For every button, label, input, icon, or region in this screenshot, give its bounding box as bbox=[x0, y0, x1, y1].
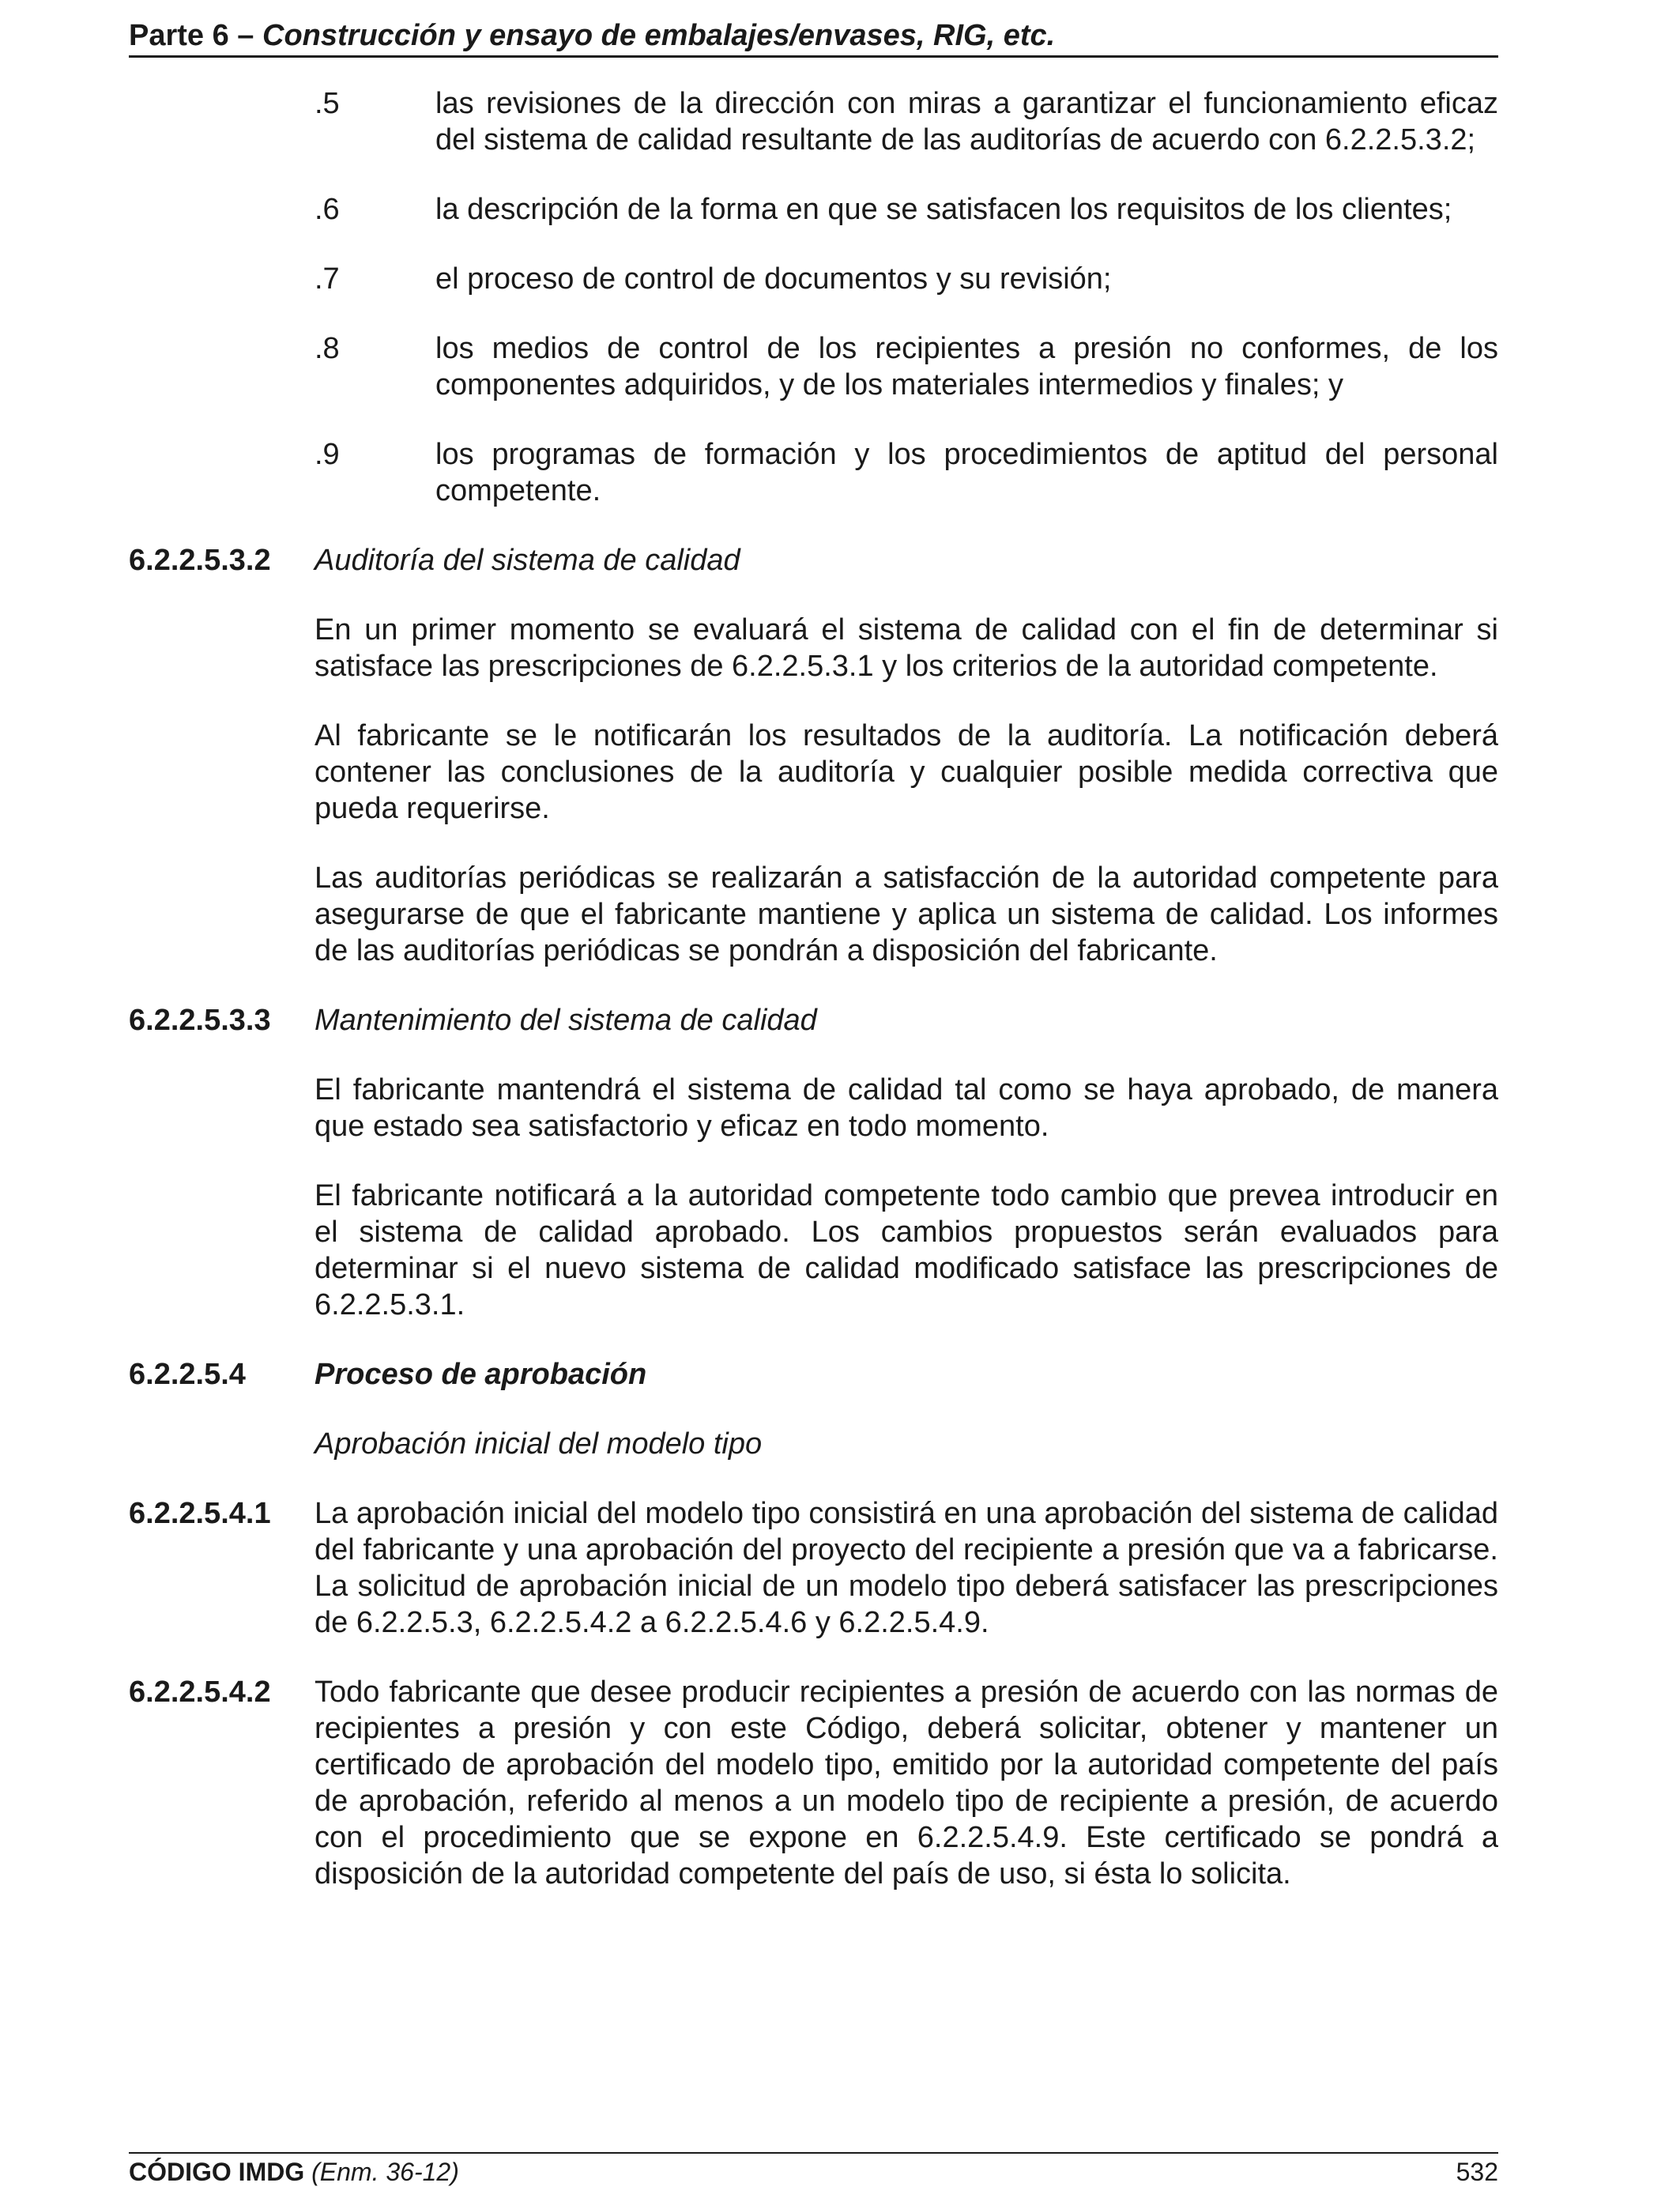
paragraph: El fabricante mantendrá el sistema de calidad tal como se haya aprobado, de manera que estado sea satisfactorio y eficaz en todo momento. bbox=[315, 1073, 1498, 1143]
list-item bbox=[315, 261, 1498, 297]
header-rule bbox=[129, 55, 1498, 58]
paragraph: El fabricante notificará a la autoridad competente todo cambio que prevea introducir en el sistema de calidad aprobado. Los cambios propuestos serán evaluados para determinar si el nuevo sistema de calidad modificado satisface las prescripciones de 6.2.2.5.3.1. bbox=[315, 1179, 1498, 1321]
running-footer bbox=[129, 2156, 1498, 2188]
paragraph: Todo fabricante que desee producir recipientes a presión de acuerdo con las normas de recipientes a presión y con este Código, deberá solicitar, obtener y mantener un certificado de aprobación del modelo tipo, emitido por la autoridad competente del país de aprobación, referido al menos a un modelo tipo de recipiente a presión, de acuerdo con el procedimiento que se expone en 6.2.2.5.4.9. Este certificado se pondrá a disposición de la autoridad competente del país de uso, si ésta lo solicita. bbox=[315, 1676, 1498, 1891]
list-item-number: .9 bbox=[315, 438, 340, 471]
section-subtitle: Aprobación inicial del modelo tipo bbox=[315, 1427, 763, 1461]
list-item-text: las revisiones de la dirección con miras a garantizar el funcionamiento eficaz del sistema de calidad resultante de las auditorías de acuerdo con 6.2.2.5.3.2; bbox=[435, 87, 1498, 156]
section-number: 6.2.2.5.4.2 bbox=[129, 1676, 271, 1709]
section-heading-6-2-2-5-3-3 bbox=[129, 1002, 1498, 1039]
list-item-text: la descripción de la forma en que se satisfacen los requisitos de los clientes; bbox=[435, 193, 1452, 226]
section-number: 6.2.2.5.4 bbox=[129, 1358, 246, 1391]
list-item-text: los programas de formación y los procedimientos de aptitud del personal competente. bbox=[435, 438, 1498, 507]
section-number: 6.2.2.5.4.1 bbox=[129, 1497, 271, 1530]
list-item-number: .8 bbox=[315, 332, 340, 365]
footer-rule bbox=[129, 2152, 1498, 2154]
section-heading-6-2-2-5-4 bbox=[129, 1356, 1498, 1393]
part-label: Parte 6 – bbox=[129, 19, 262, 52]
section-title: Auditoría del sistema de calidad bbox=[315, 544, 740, 577]
list-item-text: el proceso de control de documentos y su revisión; bbox=[435, 262, 1112, 296]
section-6-2-2-5-4-2 bbox=[129, 1674, 1498, 1892]
list-item-number: .5 bbox=[315, 87, 340, 120]
section-heading-6-2-2-5-3-2 bbox=[129, 542, 1498, 579]
list-item bbox=[315, 436, 1498, 509]
paragraph: Al fabricante se le notificarán los resultados de la auditoría. La notificación deberá contener las conclusiones de la auditoría y cualquier posible medida correctiva que pueda requerirse. bbox=[315, 719, 1498, 825]
section-6-2-2-5-4-1 bbox=[129, 1495, 1498, 1641]
list-item-number: .7 bbox=[315, 262, 340, 296]
section-title: Mantenimiento del sistema de calidad bbox=[315, 1004, 817, 1037]
page-number: 532 bbox=[1456, 2158, 1498, 2186]
part-title: Construcción y ensayo de embalajes/envases, RIG, etc. bbox=[262, 19, 1056, 52]
list-item bbox=[315, 330, 1498, 403]
list-item-number: .6 bbox=[315, 193, 340, 226]
amendment-label: (Enm. 36-12) bbox=[304, 2158, 459, 2186]
page-body bbox=[129, 85, 1498, 1925]
list-item-text: los medios de control de los recipientes a presión no conformes, de los componentes adquiridos, y de los materiales intermedios y finales; y bbox=[435, 332, 1498, 401]
section-number: 6.2.2.5.3.2 bbox=[129, 544, 271, 577]
paragraph: Las auditorías periódicas se realizarán a satisfacción de la autoridad competente para asegurarse de que el fabricante mantiene y aplica un sistema de calidad. Los informes de las auditorías periódicas se pondrán a disposición del fabricante. bbox=[315, 861, 1498, 967]
list-item bbox=[315, 85, 1498, 158]
section-number: 6.2.2.5.3.3 bbox=[129, 1004, 271, 1037]
paragraph: La aprobación inicial del modelo tipo consistirá en una aprobación del sistema de calidad del fabricante y una aprobación del proyecto del recipiente a presión que va a fabricarse. La solicitud de aprobación inicial de un modelo tipo deberá satisfacer las prescripciones de 6.2.2.5.3, 6.2.2.5.4.2 a 6.2.2.5.4.6 y 6.2.2.5.4.9. bbox=[315, 1497, 1498, 1639]
running-header bbox=[129, 14, 1498, 57]
publication-code: CÓDIGO IMDG bbox=[129, 2158, 305, 2186]
section-title: Proceso de aprobación bbox=[315, 1358, 647, 1391]
paragraph: En un primer momento se evaluará el sistema de calidad con el fin de determinar si satisface las prescripciones de 6.2.2.5.3.1 y los criterios de la autoridad competente. bbox=[315, 613, 1498, 683]
list-item bbox=[315, 191, 1498, 228]
